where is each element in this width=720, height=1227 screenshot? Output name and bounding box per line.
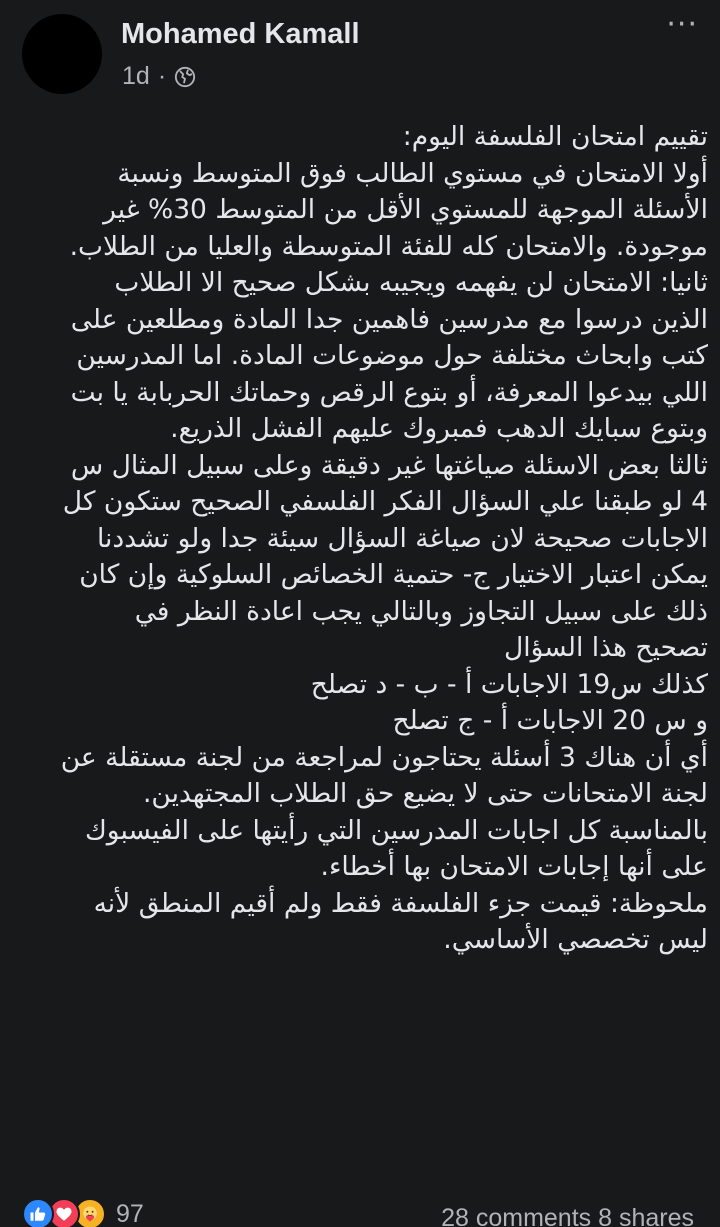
post-text-line: يمكن اعتبار الاختيار ج- حتمية الخصائص السلوكية وإن كان: [79, 559, 708, 590]
post-timestamp[interactable]: 1d: [122, 62, 150, 90]
post-text-line: اللي بيدعوا المعرفة، أو بتوع الرقص وحماتك الحربابة يا بت: [70, 376, 708, 408]
post-header: [0, 0, 720, 110]
author-name[interactable]: Mohamed Kamall: [121, 18, 360, 50]
post-text-line: الاجابات صحيحة لان صياغة السؤال سيئة جدا ولو تشددنا: [96, 522, 708, 554]
post-text-line: الذين درسوا مع مدرسين فاهمين جدا المادة ومطلعين على: [70, 303, 708, 335]
more-options-icon[interactable]: ···: [666, 7, 698, 42]
post-meta: [122, 62, 196, 91]
post-text-line: كذلك س19 الاجابات أ - ب - د تصلح: [310, 668, 708, 700]
post-text: [14, 119, 708, 959]
like-icon: [22, 1198, 54, 1227]
post-text-line: على أنها إجابات الامتحان بها أخطاء.: [320, 851, 708, 882]
reaction-summary[interactable]: [22, 1198, 144, 1227]
post-text-line: لجنة الامتحانات حتى لا يضيع حق الطلاب المجتهدين.: [142, 778, 708, 809]
post-text-line: الأسئلة الموجهة للمستوي الأقل من المتوسط 30% غير: [103, 194, 708, 225]
post-text-line: 4 لو طبقنا علي السؤال الفكر الفلسفي الصحيح ستكون كل: [62, 486, 708, 517]
reaction-count: 97: [116, 1199, 144, 1227]
post-text-line: ليس تخصصي الأساسي.: [443, 924, 708, 955]
post-text-line: كتب وابحاث مختلفة حول موضوعات المادة. اما المدرسين: [76, 340, 708, 371]
post-text-line: موجودة. والامتحان كله للفئة المتوسطة والعليا من الطلاب.: [69, 230, 708, 262]
post-text-line: تقييم امتحان الفلسفة اليوم:: [402, 121, 708, 152]
post-text-line: تصحيح هذا السؤال: [503, 632, 708, 663]
post-text-line: و س 20 الاجابات أ - ج تصلح: [392, 705, 708, 736]
post-text-line: أي أن هناك 3 أسئلة يحتاجون لمراجعة من لجنة مستقلة عن: [60, 741, 708, 773]
post-text-line: ثانيا: الامتحان لن يفهمه ويجيبه بشكل صحيح الا الطلاب: [114, 267, 708, 298]
post-text-line: أولا الامتحان في مستوي الطالب فوق المتوسط ونسبة: [117, 157, 708, 189]
post-text-line: وبتوع سبايك الدهب فمبروك عليهم الفشل الذريع.: [170, 413, 708, 444]
globe-icon: [174, 66, 196, 88]
comments-shares-count[interactable]: 28 comments 8 shares: [441, 1204, 694, 1227]
post-footer: [0, 1198, 720, 1227]
post-text-line: ثالثا بعض الاسئلة صياغتها غير دقيقة وعلى سبيل المثال س: [70, 449, 708, 481]
post-text-line: ذلك على سبيل التجاوز وبالتالي يجب اعادة النظر في: [134, 595, 708, 627]
post-text-line: ملحوظة: قيمت جزء الفلسفة فقط ولم أقيم المنطق لأنه: [93, 887, 708, 919]
avatar[interactable]: [22, 14, 102, 94]
meta-separator: ·: [157, 62, 167, 90]
post-text-line: بالمناسبة كل اجابات المدرسين التي رأيتها على الفيسبوك: [84, 814, 708, 846]
